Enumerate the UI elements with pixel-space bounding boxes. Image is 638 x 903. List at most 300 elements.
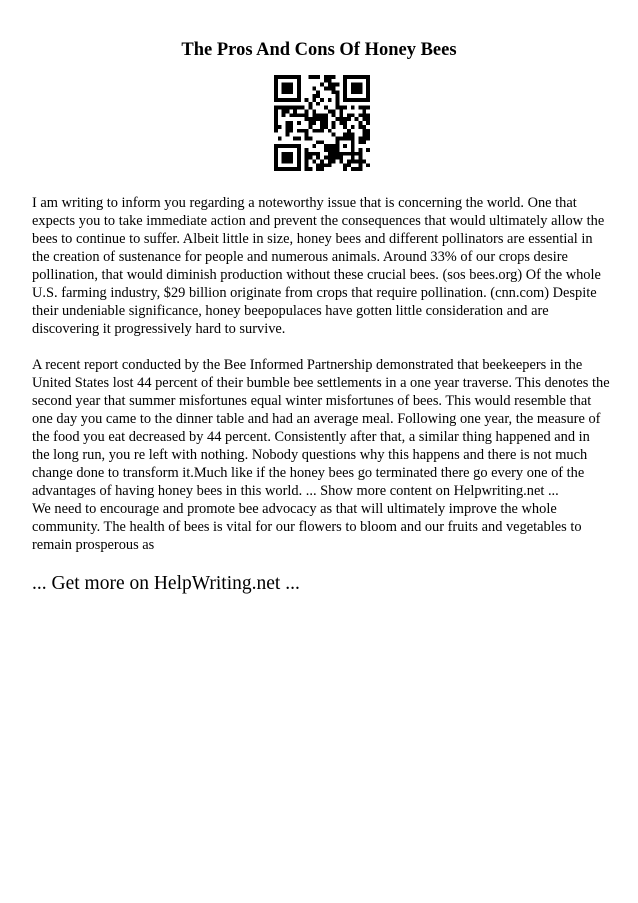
qr-module xyxy=(351,140,355,144)
qr-module xyxy=(309,121,313,125)
qr-module xyxy=(312,110,316,114)
qr-module xyxy=(316,167,320,171)
qr-module xyxy=(312,159,316,163)
qr-module xyxy=(343,136,347,140)
qr-module xyxy=(286,129,290,133)
qr-module xyxy=(297,148,301,152)
qr-module xyxy=(362,140,366,144)
qr-module xyxy=(312,121,316,125)
qr-module xyxy=(305,98,309,102)
qr-module xyxy=(274,75,278,79)
qr-module xyxy=(343,98,347,102)
qr-module xyxy=(316,140,320,144)
qr-module xyxy=(301,106,305,110)
qr-module xyxy=(347,75,351,79)
qr-module xyxy=(335,144,339,148)
qr-module xyxy=(282,144,286,148)
qr-module xyxy=(328,144,332,148)
qr-module xyxy=(282,113,286,117)
qr-module xyxy=(351,152,355,156)
qr-module xyxy=(274,156,278,160)
qr-module xyxy=(355,87,359,91)
qr-module xyxy=(351,83,355,87)
qr-module xyxy=(339,113,343,117)
qr-module xyxy=(320,121,324,125)
qr-module xyxy=(305,156,309,160)
qr-module xyxy=(274,125,278,129)
qr-module xyxy=(347,163,351,167)
qr-module xyxy=(355,152,359,156)
qr-module xyxy=(362,159,366,163)
qr-module xyxy=(282,106,286,110)
qr-module xyxy=(305,113,309,117)
qr-module xyxy=(274,87,278,91)
qr-module xyxy=(347,117,351,121)
qr-module xyxy=(355,167,359,171)
qr-module xyxy=(366,90,370,94)
qr-module xyxy=(343,75,347,79)
qr-module xyxy=(339,106,343,110)
qr-module xyxy=(351,156,355,160)
qr-module xyxy=(297,121,301,125)
qr-module xyxy=(286,156,290,160)
qr-module xyxy=(274,94,278,98)
qr-module xyxy=(274,113,278,117)
qr-module xyxy=(332,152,336,156)
paragraph-spacer xyxy=(32,338,610,356)
qr-module xyxy=(332,133,336,137)
qr-module xyxy=(362,133,366,137)
qr-module xyxy=(312,87,316,91)
qr-module xyxy=(328,163,332,167)
qr-module xyxy=(289,87,293,91)
qr-module xyxy=(297,152,301,156)
qr-module xyxy=(332,121,336,125)
qr-module xyxy=(351,113,355,117)
qr-module xyxy=(366,117,370,121)
qr-module xyxy=(316,90,320,94)
qr-module xyxy=(358,121,362,125)
qr-module xyxy=(282,83,286,87)
qr-module xyxy=(366,133,370,137)
qr-module xyxy=(278,136,282,140)
qr-module xyxy=(358,106,362,110)
qr-module xyxy=(274,167,278,171)
qr-module xyxy=(312,129,316,133)
qr-module xyxy=(309,106,313,110)
qr-module xyxy=(324,163,328,167)
qr-module xyxy=(278,106,282,110)
qr-module xyxy=(362,75,366,79)
qr-module xyxy=(274,83,278,87)
qr-module xyxy=(332,110,336,114)
qr-module xyxy=(351,133,355,137)
qr-module xyxy=(366,106,370,110)
qr-module xyxy=(358,159,362,163)
qr-module xyxy=(274,106,278,110)
qr-module xyxy=(278,167,282,171)
qr-module xyxy=(324,125,328,129)
qr-module xyxy=(286,83,290,87)
qr-module xyxy=(362,98,366,102)
qr-module xyxy=(328,129,332,133)
qr-module xyxy=(324,121,328,125)
qr-module xyxy=(328,75,332,79)
qr-module xyxy=(339,121,343,125)
qr-module xyxy=(309,152,313,156)
qr-module xyxy=(366,129,370,133)
qr-module xyxy=(328,159,332,163)
qr-module xyxy=(289,75,293,79)
qr-module xyxy=(332,159,336,163)
qr-module xyxy=(358,148,362,152)
qr-module xyxy=(351,136,355,140)
qr-module xyxy=(324,87,328,91)
qr-module xyxy=(278,144,282,148)
qr-module xyxy=(286,133,290,137)
qr-module xyxy=(297,79,301,83)
qr-module xyxy=(282,156,286,160)
qr-module xyxy=(297,129,301,133)
qr-module xyxy=(316,75,320,79)
qr-module xyxy=(324,75,328,79)
qr-module xyxy=(286,87,290,91)
qr-module xyxy=(293,167,297,171)
qr-module xyxy=(282,98,286,102)
qr-module xyxy=(309,136,313,140)
qr-module xyxy=(366,148,370,152)
qr-module xyxy=(339,136,343,140)
qr-module xyxy=(301,129,305,133)
qr-module xyxy=(328,110,332,114)
qr-module xyxy=(358,113,362,117)
qr-module xyxy=(297,94,301,98)
qr-module xyxy=(305,136,309,140)
qr-module xyxy=(358,75,362,79)
qr-module xyxy=(358,152,362,156)
qr-module xyxy=(297,113,301,117)
qr-module xyxy=(351,125,355,129)
qr-module xyxy=(282,159,286,163)
qr-module xyxy=(305,163,309,167)
qr-module xyxy=(320,140,324,144)
qr-module xyxy=(351,98,355,102)
qr-module xyxy=(293,75,297,79)
paragraph-intro: I am writing to inform you regarding a noteworthy issue that is concerning the world. One that expects you to take immediate action and prevent the consequences that would ultimately allow the bees to continue to suffer. Albeit little in size, honey bees and different pollinators are essential in the creation of sustenance for people and numerous animals. Around 33% of our crops desire pollination, that would diminish production without these crucial bees. (sos bees.org) Of the whole U.S. farming industry, $29 billion originate from crops that require pollination. (cnn.com) Despite their undeniable significance, honey beepopulaces have gotten little consideration and are discovering it progressively hard to survive. xyxy=(32,195,605,337)
qr-module xyxy=(332,125,336,129)
qr-module xyxy=(316,113,320,117)
qr-module xyxy=(305,117,309,121)
qr-module xyxy=(289,121,293,125)
qr-module xyxy=(289,144,293,148)
qr-module xyxy=(309,156,313,160)
qr-module xyxy=(366,83,370,87)
qr-module xyxy=(335,106,339,110)
qr-module xyxy=(324,113,328,117)
qr-module xyxy=(297,156,301,160)
qr-module xyxy=(358,90,362,94)
qr-module xyxy=(320,167,324,171)
qr-module xyxy=(332,87,336,91)
qr-module xyxy=(286,125,290,129)
qr-module xyxy=(312,113,316,117)
qr-module xyxy=(289,152,293,156)
qr-module xyxy=(335,156,339,160)
qr-module xyxy=(324,79,328,83)
qr-module xyxy=(274,79,278,83)
qr-module xyxy=(293,98,297,102)
qr-module xyxy=(278,75,282,79)
qr-module xyxy=(358,87,362,91)
qr-module xyxy=(305,110,309,114)
qr-module xyxy=(324,117,328,121)
qr-module xyxy=(343,90,347,94)
qr-module xyxy=(366,87,370,91)
qr-module xyxy=(332,75,336,79)
qr-module xyxy=(320,129,324,133)
qr-module xyxy=(366,163,370,167)
qr-module xyxy=(274,159,278,163)
qr-module xyxy=(347,129,351,133)
qr-module xyxy=(297,167,301,171)
qr-module xyxy=(332,113,336,117)
qr-module xyxy=(320,117,324,121)
qr-module xyxy=(305,129,309,133)
qr-module xyxy=(343,94,347,98)
qr-module xyxy=(362,110,366,114)
get-more-link[interactable]: ... Get more on HelpWriting.net ... xyxy=(32,573,300,594)
qr-module xyxy=(316,156,320,160)
qr-module xyxy=(332,144,336,148)
qr-module xyxy=(305,152,309,156)
qr-module xyxy=(335,136,339,140)
qr-module xyxy=(297,106,301,110)
qr-module xyxy=(343,83,347,87)
qr-module xyxy=(289,98,293,102)
qr-module xyxy=(335,94,339,98)
qr-module xyxy=(320,159,324,163)
qr-module xyxy=(278,125,282,129)
qr-module xyxy=(343,144,347,148)
qr-module xyxy=(328,152,332,156)
qr-module xyxy=(358,125,362,129)
qr-module xyxy=(320,125,324,129)
qr-module xyxy=(339,159,343,163)
qr-module xyxy=(366,94,370,98)
qr-module xyxy=(289,125,293,129)
qr-module xyxy=(332,83,336,87)
qr-module xyxy=(362,136,366,140)
qr-module xyxy=(286,90,290,94)
qr-module xyxy=(274,152,278,156)
qr-module xyxy=(366,79,370,83)
paragraph-advocacy: We need to encourage and promote bee advocacy as that will ultimately improve the whole community. The health of bees is vital for our flowers to bloom and our fruits and vegetables to remain prosperous as xyxy=(32,501,582,553)
qr-module xyxy=(366,75,370,79)
qr-module xyxy=(366,113,370,117)
qr-module xyxy=(332,148,336,152)
qr-module xyxy=(286,144,290,148)
qr-module xyxy=(305,133,309,137)
qr-module xyxy=(286,106,290,110)
qr-module xyxy=(335,117,339,121)
qr-module xyxy=(305,167,309,171)
paragraph-report: A recent report conducted by the Bee Informed Partnership demonstrated that beekeepers in the United States lost 44 percent of their bumble bee settlements in a one year traverse. This denotes the second year that summer misfortunes equal winter misfortunes of bees. This would resemble that one day you came to the dinner table and had an average meal. Following one year, the measure of the food you eat decreased by 44 percent. Consistently after that, a similar thing happened and in the long run, you re left with nothing. Nobody questions why this happens and there is not much change done to transform it.Much like if the honey bees go terminated there go every one of the advantages of having honey bees in this world. ... Show more content on Helpwriting.net ... xyxy=(32,357,610,499)
qr-module xyxy=(358,156,362,160)
qr-module xyxy=(366,121,370,125)
qr-module xyxy=(324,144,328,148)
qr-module xyxy=(274,98,278,102)
qr-module xyxy=(339,156,343,160)
qr-module xyxy=(358,140,362,144)
qr-module xyxy=(297,98,301,102)
qr-module xyxy=(362,125,366,129)
qr-module xyxy=(316,152,320,156)
qr-module xyxy=(335,140,339,144)
qr-module xyxy=(358,163,362,167)
qr-module xyxy=(328,98,332,102)
qr-module xyxy=(347,152,351,156)
qr-module xyxy=(282,110,286,114)
qr-module xyxy=(316,129,320,133)
qr-module xyxy=(274,163,278,167)
qr-module xyxy=(293,144,297,148)
qr-module xyxy=(339,110,343,114)
qr-module xyxy=(328,148,332,152)
qr-module xyxy=(343,163,347,167)
qr-module xyxy=(351,159,355,163)
qr-module xyxy=(339,152,343,156)
qr-module xyxy=(328,79,332,83)
qr-module xyxy=(282,75,286,79)
qr-module xyxy=(305,148,309,152)
qr-module xyxy=(289,83,293,87)
qr-module xyxy=(343,167,347,171)
qr-module xyxy=(309,167,313,171)
qr-module xyxy=(328,87,332,91)
qr-module xyxy=(286,159,290,163)
qr-module xyxy=(328,156,332,160)
qr-module xyxy=(297,163,301,167)
qr-module xyxy=(282,167,286,171)
qr-module xyxy=(274,148,278,152)
qr-code-icon xyxy=(274,75,370,171)
qr-module xyxy=(355,90,359,94)
qr-module xyxy=(343,133,347,137)
qr-module xyxy=(289,90,293,94)
qr-module xyxy=(274,110,278,114)
qr-module xyxy=(366,98,370,102)
qr-module xyxy=(297,87,301,91)
qr-module xyxy=(316,94,320,98)
qr-module xyxy=(278,98,282,102)
qr-module xyxy=(282,87,286,91)
qr-module xyxy=(312,94,316,98)
qr-module xyxy=(293,136,297,140)
qr-module xyxy=(309,117,313,121)
qr-module xyxy=(289,156,293,160)
qr-module xyxy=(351,148,355,152)
qr-module xyxy=(305,159,309,163)
qr-module xyxy=(335,98,339,102)
page-title: The Pros And Cons Of Honey Bees xyxy=(181,40,457,60)
qr-module xyxy=(274,90,278,94)
qr-module xyxy=(274,129,278,133)
qr-module xyxy=(289,106,293,110)
qr-module xyxy=(320,113,324,117)
qr-module xyxy=(316,163,320,167)
qr-module xyxy=(282,90,286,94)
qr-module xyxy=(358,136,362,140)
qr-module xyxy=(297,136,301,140)
qr-module xyxy=(362,117,366,121)
qr-module xyxy=(347,136,351,140)
qr-module xyxy=(286,110,290,114)
qr-module xyxy=(366,136,370,140)
qr-module xyxy=(335,90,339,94)
qr-module xyxy=(312,117,316,121)
qr-module xyxy=(355,83,359,87)
qr-module xyxy=(286,121,290,125)
qr-module xyxy=(309,75,313,79)
qr-module xyxy=(286,167,290,171)
qr-module xyxy=(355,117,359,121)
qr-module xyxy=(286,152,290,156)
qr-module xyxy=(351,90,355,94)
qr-module xyxy=(309,102,313,106)
qr-module xyxy=(351,167,355,171)
qr-module xyxy=(335,152,339,156)
qr-module xyxy=(358,98,362,102)
qr-module xyxy=(293,113,297,117)
qr-module xyxy=(297,159,301,163)
qr-module xyxy=(320,83,324,87)
qr-module xyxy=(293,106,297,110)
qr-module xyxy=(347,113,351,117)
qr-module xyxy=(297,83,301,87)
qr-module xyxy=(316,117,320,121)
qr-module xyxy=(335,148,339,152)
qr-module xyxy=(343,79,347,83)
qr-module xyxy=(274,144,278,148)
qr-module xyxy=(297,144,301,148)
qr-module xyxy=(324,148,328,152)
qr-module xyxy=(301,113,305,117)
qr-module xyxy=(362,106,366,110)
qr-module xyxy=(335,102,339,106)
qr-module xyxy=(286,98,290,102)
qr-module xyxy=(347,98,351,102)
qr-module xyxy=(343,87,347,91)
qr-module xyxy=(328,83,332,87)
qr-module xyxy=(332,90,336,94)
qr-module xyxy=(282,152,286,156)
qr-module xyxy=(274,117,278,121)
qr-module xyxy=(351,87,355,91)
article-body xyxy=(32,194,610,554)
qr-module xyxy=(289,159,293,163)
qr-module xyxy=(312,144,316,148)
qr-module xyxy=(309,125,313,129)
qr-module xyxy=(355,98,359,102)
qr-module xyxy=(320,163,324,167)
qr-module xyxy=(347,133,351,137)
qr-module xyxy=(297,75,301,79)
qr-module xyxy=(343,106,347,110)
qr-module xyxy=(362,113,366,117)
qr-module xyxy=(332,156,336,160)
qr-module xyxy=(312,152,316,156)
qr-module xyxy=(324,156,328,160)
